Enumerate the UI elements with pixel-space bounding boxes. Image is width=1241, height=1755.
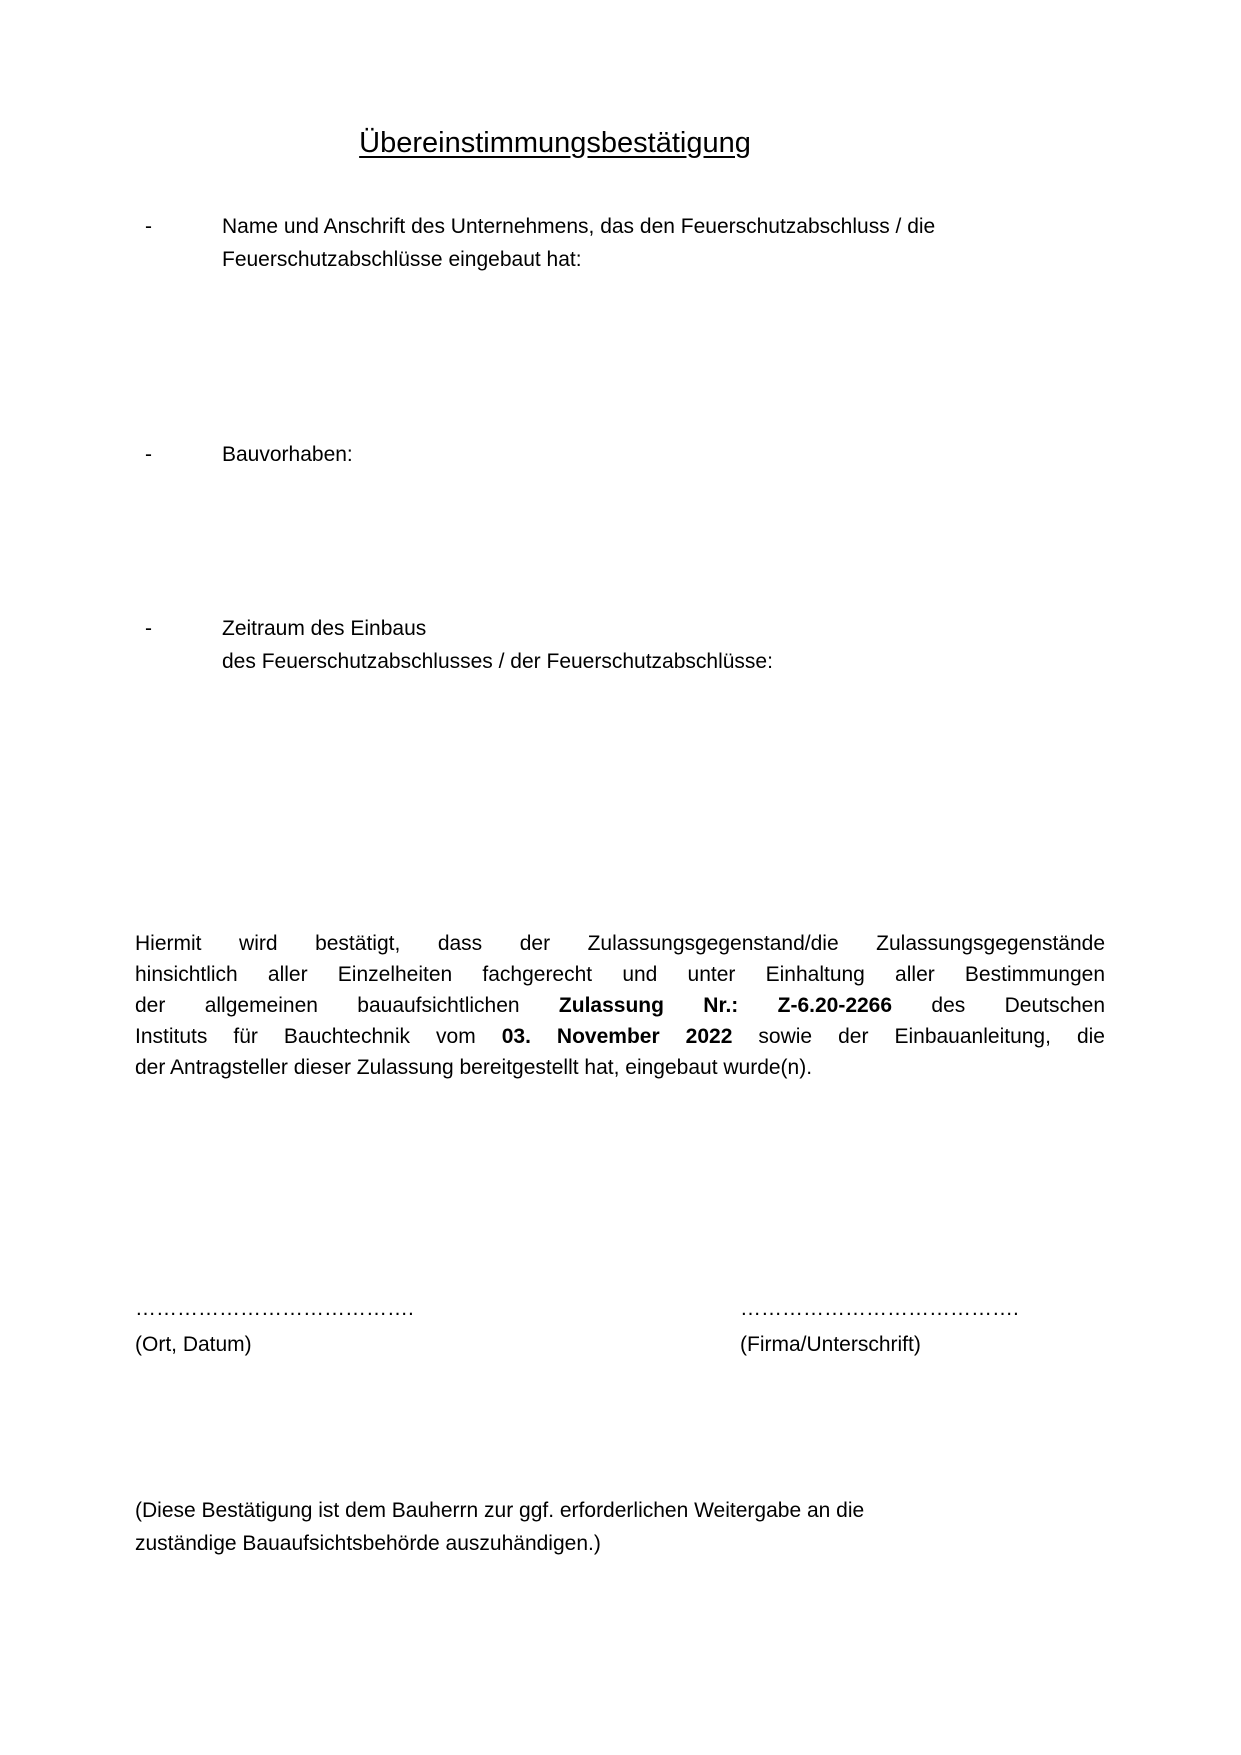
confirmation-line-1: Hiermit wird bestätigt, dass der Zulassungsgegenstand/die Zulassungsgegenstände [135,932,1105,955]
bullet-dash: - [145,215,152,238]
bullet-installation-period-line-1: Zeitraum des Einbaus [222,617,427,640]
bullet-company-text [222,210,935,276]
bullet-project [145,438,353,471]
bullet-dash: - [145,443,152,466]
document-title: Übereinstimmungsbestätigung [359,127,751,159]
confirmation-line-3-text-end: des Deutschen [892,994,1105,1017]
confirmation-line-2: hinsichtlich aller Einzelheiten fachgerecht und unter Einhaltung aller Bestimmungen [135,963,1105,986]
bullet-installation-period [145,612,773,678]
bullet-project-line-1: Bauvorhaben: [222,443,353,466]
confirmation-line-5: der Antragsteller dieser Zulassung bereitgestellt hat, eingebaut wurde(n). [135,1056,813,1079]
bullet-installation-period-text [222,612,773,678]
confirmation-line-4-text: Instituts für Bauchtechnik vom [135,1025,502,1048]
handover-note-line-1: (Diese Bestätigung ist dem Bauherrn zur ggf. erforderlichen Weitergabe an die [135,1499,865,1522]
confirmation-line-3-text: der allgemeinen bauaufsichtlichen [135,994,559,1017]
confirmation-line-4-text-end: sowie der Einbauanleitung, die [732,1025,1105,1048]
signature-label-place-date: (Ort, Datum) [135,1333,252,1356]
bullet-company-line-2: Feuerschutzabschlüsse eingebaut hat: [222,248,582,271]
bullet-installation-period-line-2: des Feuerschutzabschlusses / der Feuerschutzabschlüsse: [222,650,773,673]
bullet-company [145,210,935,276]
handover-note [135,1494,864,1560]
signature-line-place-date: …………………………………. [135,1297,414,1320]
confirmation-paragraph [135,928,1105,1083]
signature-label-company: (Firma/Unterschrift) [740,1333,921,1356]
signature-line-company: …………………………………. [740,1297,1019,1320]
signature-place-date [135,1296,414,1360]
confirmation-line-3 [135,990,1105,1021]
bullet-company-line-1: Name und Anschrift des Unternehmens, das den Feuerschutzabschluss / die [222,215,936,238]
approval-date: 03. November 2022 [501,1025,733,1048]
bullet-dash: - [145,617,152,640]
approval-number: Zulassung Nr.: Z-6.20-2266 [558,994,893,1017]
confirmation-line-4 [135,1021,1105,1052]
handover-note-line-2: zuständige Bauaufsichtsbehörde auszuhändigen.) [135,1532,601,1555]
bullet-project-text [222,438,353,471]
signature-company [740,1296,1019,1360]
